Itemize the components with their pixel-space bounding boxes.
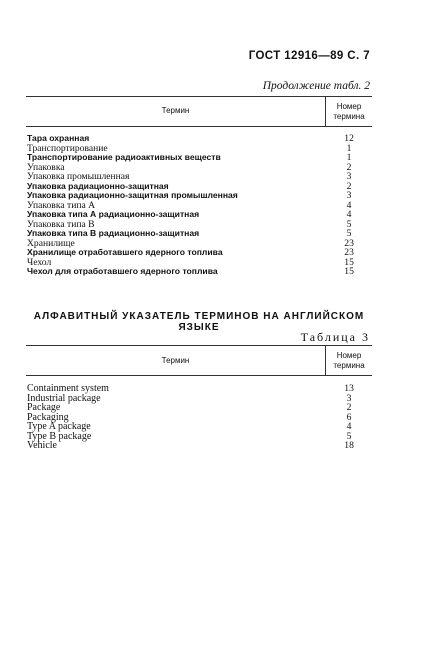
table-row: [26, 441, 372, 451]
table-row: [26, 153, 372, 163]
table-row: [26, 267, 372, 277]
term-cell: Упаковка типа В радиационно-защитная: [27, 228, 200, 238]
table-label: Таблица 3: [300, 330, 370, 344]
term-number-cell: 5: [346, 430, 352, 442]
table2-header-number: [326, 351, 372, 371]
term-number-cell: 3: [346, 190, 352, 201]
term-cell: Packaging: [27, 411, 69, 423]
term-cell: Хранилище: [27, 237, 75, 249]
term-number-cell: 6: [346, 411, 352, 423]
term-cell: Containment system: [27, 383, 109, 394]
term-number-cell: 4: [346, 209, 352, 220]
page-header: ГОСТ 12916—89 С. 7: [248, 50, 370, 62]
table-row: [26, 229, 372, 239]
table2-body: [26, 384, 372, 451]
term-number-cell: 2: [346, 180, 352, 192]
continuation-label: Продолжение табл. 2: [262, 80, 370, 92]
section-title: АЛФАВИТНЫЙ УКАЗАТЕЛЬ ТЕРМИНОВ НА АНГЛИЙСКОМ ЯЗЫКЕ: [33, 311, 365, 333]
term-cell: Упаковка типа А: [27, 199, 96, 211]
table1-body: [26, 134, 372, 277]
table1-header-number: [326, 102, 372, 122]
term-number-cell: 15: [344, 256, 354, 268]
table2-header-rule: [26, 375, 372, 376]
term-number-cell: 5: [346, 228, 352, 239]
term-cell: Упаковка промышленная: [27, 171, 130, 182]
term-cell: Industrial package: [27, 392, 101, 404]
term-cell: Package: [27, 402, 61, 413]
term-number-cell: 12: [344, 133, 354, 144]
term-number-cell: 13: [344, 383, 354, 394]
term-cell: Vehicle: [27, 440, 57, 451]
term-cell: Упаковка радиационно-защитная: [27, 180, 169, 191]
table1-header-number-line1: Номер: [336, 102, 362, 111]
table1-header-number-line2: термина: [333, 112, 365, 121]
term-cell: Тара охранная: [27, 133, 90, 143]
table1-header-rule: [26, 126, 372, 127]
table1-top-rule: [26, 96, 372, 97]
term-cell: Type B package: [27, 430, 92, 442]
table-row: [26, 432, 372, 442]
term-cell: Упаковка типа В: [27, 218, 95, 230]
term-number-cell: 4: [346, 421, 352, 432]
term-number-cell: 5: [346, 218, 352, 230]
term-cell: Транспортирование радиоактивных веществ: [27, 152, 221, 162]
term-number-cell: 1: [346, 142, 352, 154]
term-number-cell: 3: [346, 171, 352, 182]
table-row: [26, 403, 372, 413]
term-cell: Type A package: [27, 421, 91, 432]
table-row: [26, 394, 372, 404]
term-number-cell: 15: [344, 266, 354, 277]
term-cell: Хранилище отработавшего ядерного топлива: [27, 247, 223, 257]
term-cell: Упаковка: [27, 161, 65, 173]
table1-header-terms: Термин: [161, 106, 190, 115]
term-cell: Упаковка радиационно-защитная промышленная: [27, 190, 238, 200]
term-number-cell: 3: [346, 392, 352, 404]
table-row: [26, 248, 372, 258]
term-number-cell: 1: [346, 152, 352, 163]
term-cell: Чехол: [27, 256, 52, 268]
term-cell: Упаковка типа А радиационно-защитная: [27, 209, 200, 219]
term-number-cell: 4: [346, 199, 352, 211]
term-number-cell: 23: [344, 247, 354, 258]
table2-top-rule: [26, 345, 372, 346]
term-number-cell: 18: [344, 440, 354, 451]
term-number-cell: 2: [346, 161, 352, 173]
term-number-cell: 2: [346, 402, 352, 413]
table2-header-terms: Термин: [161, 356, 190, 365]
table2-header-number-line2: термина: [333, 361, 365, 370]
table2-header-number-line1: Номер: [336, 351, 362, 360]
term-cell: Чехол для отработавшего ядерного топлива: [27, 266, 218, 276]
term-cell: Транспортирование: [27, 142, 108, 154]
term-number-cell: 23: [344, 237, 354, 249]
